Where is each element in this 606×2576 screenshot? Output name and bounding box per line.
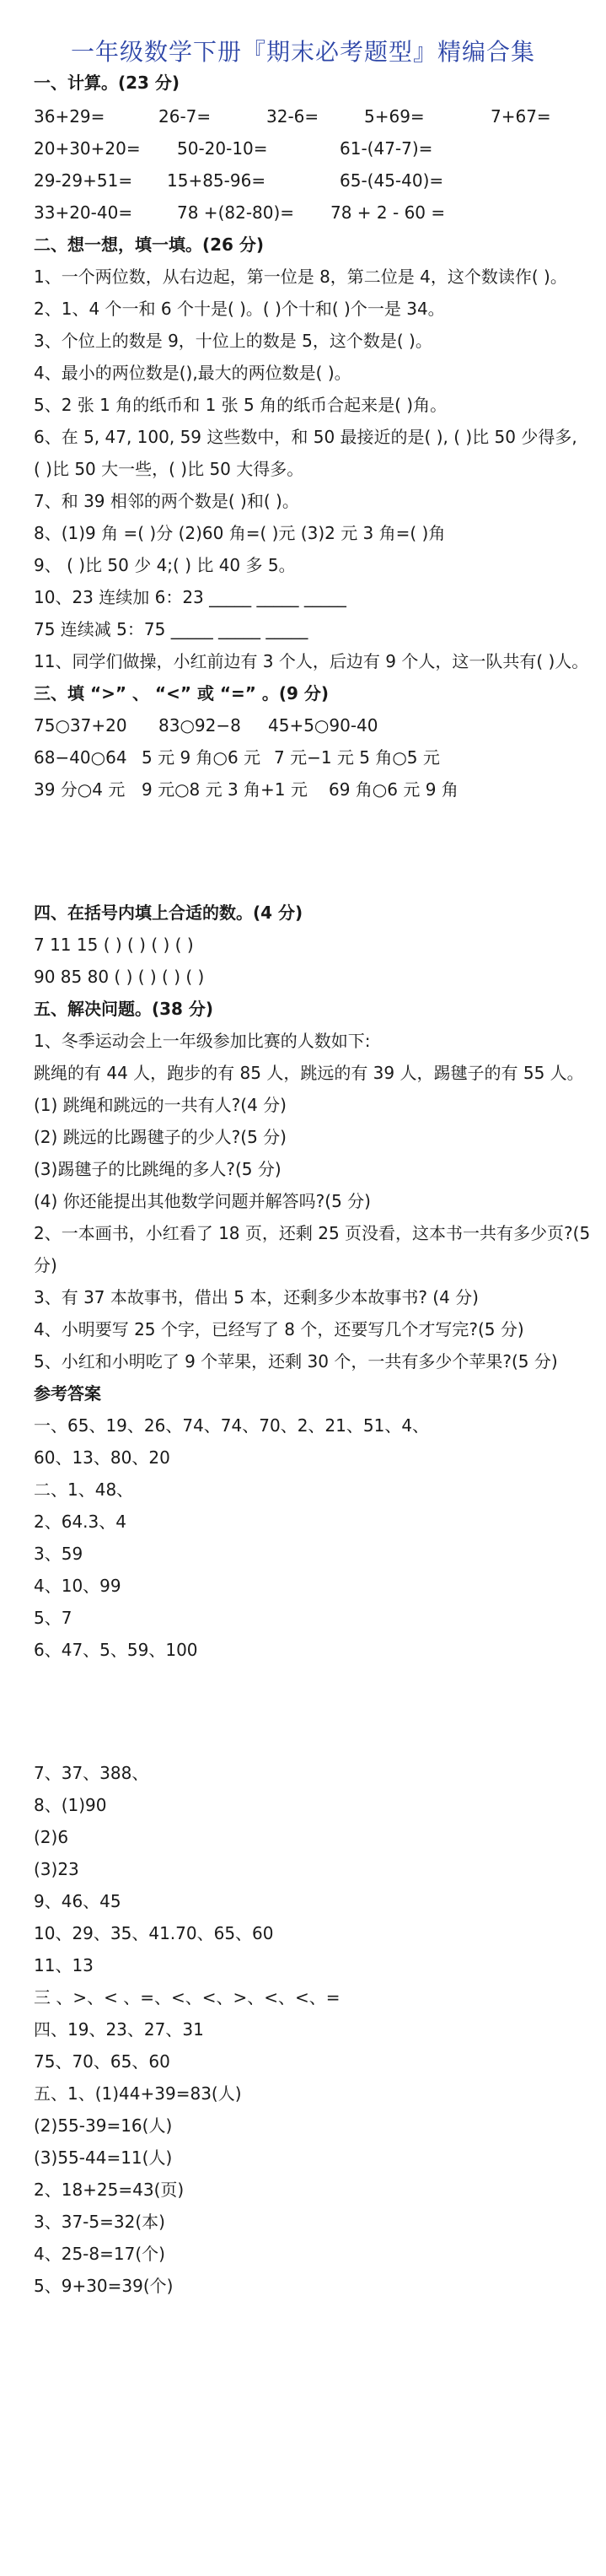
calc-item: 61-(47-7)= [340, 138, 433, 159]
answer-line: 5、9+30=39(个) [34, 2276, 174, 2296]
answer-line: 四、19、23、27、31 [34, 2019, 204, 2040]
answer-line: 2、18+25=43(页) [34, 2180, 185, 2200]
question-line: 9、 ( )比 50 少 4;( ) 比 40 多 5。 [34, 555, 296, 575]
problem-line: 5、小红和小明吃了 9 个苹果，还剩 30 个，一共有多少个苹果?(5 分) [34, 1351, 558, 1372]
answer-line: 一、65、19、26、74、74、70、2、21、51、4、 [34, 1415, 430, 1436]
calc-item: 78 +(82-80)= [177, 202, 295, 223]
question-line: 75 连续减 5：75 _____ _____ _____ [34, 619, 308, 639]
calc-item: 26-7= [158, 106, 212, 127]
page-title: 一年级数学下册『期末必考题型』精编合集 [70, 38, 535, 66]
answer-line: 6、47、5、59、100 [34, 1640, 198, 1660]
problem-line: 分) [34, 1255, 57, 1275]
section-4-heading: 四、在括号内填上合适的数。(4 分) [34, 903, 303, 923]
answer-line: 75、70、65、60 [34, 2051, 170, 2072]
problem-line: 跳绳的有 44 人，跑步的有 85 人，跳远的有 39 人，踢毽子的有 55 人。 [34, 1063, 584, 1083]
answer-line: 五、1、(1)44+39=83(人) [34, 2083, 242, 2104]
compare-item: 39 分○4 元 [34, 779, 126, 800]
answer-line: 3、37-5=32(本) [34, 2212, 165, 2232]
answer-line: 三 、>、< 、=、<、<、>、<、<、= [34, 1987, 341, 2007]
compare-item: 9 元○8 元 3 角+1 元 [142, 779, 308, 800]
question-line: 6、在 5, 47, 100, 59 这些数中，和 50 最接近的是( ), ( )比 50 少得多, [34, 427, 577, 447]
compare-item: 75○37+20 [34, 715, 127, 736]
calc-item: 36+29= [34, 106, 105, 127]
question-line: 5、2 张 1 角的纸币和 1 张 5 角的纸币合起来是( )角。 [34, 395, 448, 415]
section-5-heading: 五、解决问题。(38 分) [34, 999, 214, 1019]
answer-line: 60、13、80、20 [34, 1447, 170, 1468]
calc-item: 15+85-96= [167, 170, 266, 191]
calc-item: 50-20-10= [177, 138, 268, 159]
compare-item: 45+5○90-40 [268, 715, 378, 736]
question-line: ( )比 50 大一些，( )比 50 大得多。 [34, 459, 304, 479]
answer-line: 4、25-8=17(个) [34, 2244, 165, 2264]
answer-line: 9、46、45 [34, 1891, 121, 1911]
question-line: 4、最小的两位数是(),最大的两位数是( )。 [34, 363, 351, 383]
answers-heading: 参考答案 [34, 1383, 101, 1404]
answer-line: (2)6 [34, 1827, 69, 1847]
answer-line: 10、29、35、41.70、65、60 [34, 1923, 274, 1943]
problem-line: (3)踢毽子的比跳绳的多人?(5 分) [34, 1159, 282, 1179]
calc-item: 7+67= [491, 106, 551, 127]
compare-item: 68−40○64 [34, 747, 127, 768]
calc-item: 20+30+20= [34, 138, 141, 159]
calc-item: 29-29+51= [34, 170, 133, 191]
answer-line: 2、64.3、4 [34, 1512, 126, 1532]
sequence-line: 7 11 15 ( ) ( ) ( ) ( ) [34, 935, 194, 955]
calc-item: 33+20-40= [34, 202, 133, 223]
question-line: 1、一个两位数，从右边起，第一位是 8，第二位是 4，这个数读作( )。 [34, 267, 567, 287]
problem-line: (1) 跳绳和跳远的一共有人?(4 分) [34, 1095, 287, 1115]
sequence-line: 90 85 80 ( ) ( ) ( ) ( ) [34, 967, 205, 987]
question-line: 10、23 连续加 6：23 _____ _____ _____ [34, 587, 346, 607]
question-line: 3、个位上的数是 9，十位上的数是 5，这个数是( )。 [34, 331, 432, 351]
answer-line: (3)23 [34, 1859, 79, 1879]
answer-line: 8、(1)90 [34, 1795, 107, 1815]
problem-line: 3、有 37 本故事书，借出 5 本，还剩多少本故事书? (4 分) [34, 1287, 479, 1307]
answer-line: 二、1、48、 [34, 1479, 134, 1500]
problem-line: (2) 跳远的比踢毽子的少人?(5 分) [34, 1127, 287, 1147]
calc-item: 32-6= [266, 106, 319, 127]
answer-line: 7、37、388、 [34, 1763, 149, 1783]
question-line: 11、同学们做操，小红前边有 3 个人，后边有 9 个人，这一队共有( )人。 [34, 651, 589, 671]
problem-line: 4、小明要写 25 个字，已经写了 8 个，还要写几个才写完?(5 分) [34, 1319, 524, 1339]
problem-line: 1、冬季运动会上一年级参加比赛的人数如下: [34, 1031, 371, 1051]
section-3-heading: 三、填 “>” 、 “<” 或 “=” 。(9 分) [34, 683, 330, 703]
question-line: 7、和 39 相邻的两个数是( )和( )。 [34, 491, 299, 511]
problem-line: (4) 你还能提出其他数学问题并解答吗?(5 分) [34, 1191, 371, 1211]
answer-line: (2)55-39=16(人) [34, 2115, 173, 2136]
question-line: 2、1、4 个一和 6 个十是( )。( )个十和( )个一是 34。 [34, 299, 445, 319]
section-1-heading: 一、计算。(23 分) [34, 73, 180, 93]
section-2-heading: 二、想一想，填一填。(26 分) [34, 234, 265, 255]
answer-line: 3、59 [34, 1544, 83, 1564]
answer-line: (3)55-44=11(人) [34, 2148, 173, 2168]
calc-item: 78 + 2 - 60 = [330, 202, 446, 223]
compare-item: 5 元 9 角○6 元 [142, 747, 261, 768]
answer-line: 11、13 [34, 1955, 94, 1975]
question-line: 8、(1)9 角 =( )分 (2)60 角=( )元 (3)2 元 3 角=( )角 [34, 523, 446, 543]
calc-item: 5+69= [364, 106, 425, 127]
compare-item: 69 角○6 元 9 角 [329, 779, 459, 800]
calc-item: 65-(45-40)= [340, 170, 444, 191]
answer-line: 5、7 [34, 1608, 72, 1628]
compare-item: 7 元−1 元 5 角○5 元 [274, 747, 440, 768]
answer-line: 4、10、99 [34, 1576, 121, 1596]
compare-item: 83○92−8 [158, 715, 241, 736]
problem-line: 2、一本画书，小红看了 18 页，还剩 25 页没看，这本书一共有多少页?(5 [34, 1223, 591, 1243]
